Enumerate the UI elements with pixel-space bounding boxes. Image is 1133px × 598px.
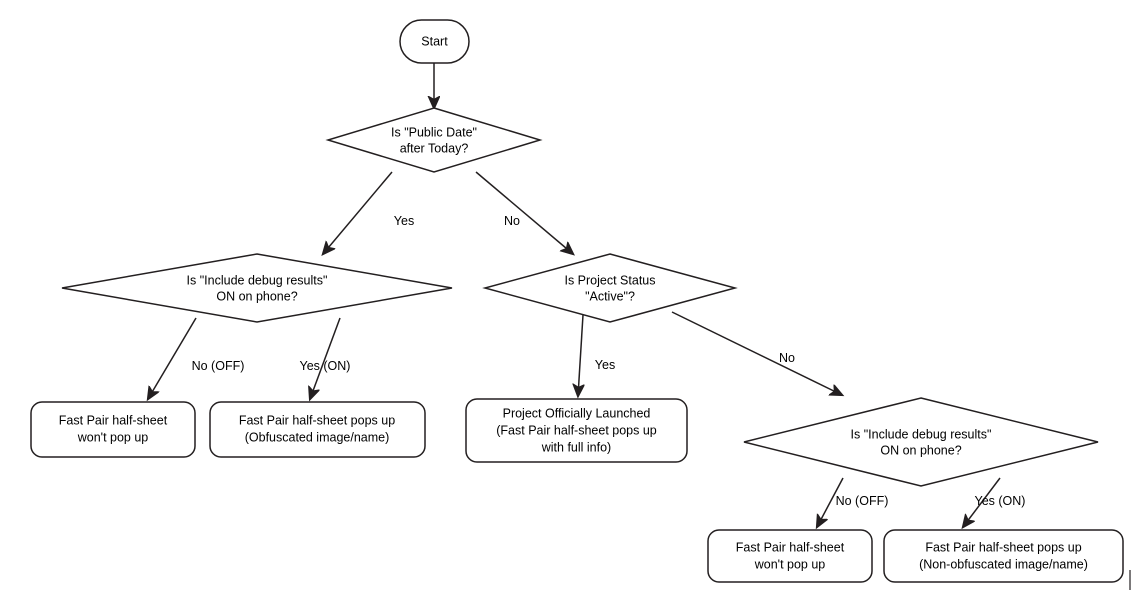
public-date-label-line2: after Today? xyxy=(399,141,469,156)
node-launched[interactable] xyxy=(466,399,687,462)
debug-left-shape xyxy=(62,254,452,322)
edge-project-status-no xyxy=(672,312,842,395)
non-obfuscated-label-line1: Fast Pair half-sheet pops up xyxy=(925,540,1082,555)
non-obfuscated-label-line2: (Non-obfuscated image/name) xyxy=(919,557,1088,572)
node-no-popup-left[interactable] xyxy=(31,402,195,457)
project-status-label-line1: Is Project Status xyxy=(564,273,656,288)
node-project-status[interactable] xyxy=(485,254,735,322)
node-no-popup-right[interactable] xyxy=(708,530,872,582)
no-popup-right-shape xyxy=(708,530,872,582)
debug-left-label-line2: ON on phone? xyxy=(216,289,298,304)
node-obfuscated[interactable] xyxy=(210,402,425,457)
edge-label-debug-right-off: No (OFF) xyxy=(835,494,889,508)
node-start[interactable] xyxy=(400,20,469,63)
no-popup-left-label-line2: won't pop up xyxy=(77,430,149,445)
public-date-shape xyxy=(328,108,540,172)
debug-right-shape xyxy=(744,398,1098,486)
launched-label-line1: Project Officially Launched xyxy=(502,406,651,421)
non-obfuscated-shape xyxy=(884,530,1123,582)
no-popup-left-label-line1: Fast Pair half-sheet xyxy=(58,413,168,428)
edge-label-project-status-yes: Yes xyxy=(594,358,616,372)
edge-label-project-status-no: No xyxy=(779,351,795,365)
no-popup-right-label-line1: Fast Pair half-sheet xyxy=(735,540,845,555)
debug-right-label-line2: ON on phone? xyxy=(880,443,962,458)
obfuscated-label-line2: (Obfuscated image/name) xyxy=(244,430,390,445)
public-date-label-line1: Is "Public Date" xyxy=(391,125,477,140)
node-non-obfuscated[interactable] xyxy=(884,530,1123,582)
no-popup-right-label-line2: won't pop up xyxy=(754,557,826,572)
edge-public-date-yes xyxy=(323,172,392,254)
edge-debug-left-off xyxy=(148,318,196,399)
edge-label-debug-left-on: Yes (ON) xyxy=(299,359,351,373)
edge-label-debug-left-off: No (OFF) xyxy=(191,359,245,373)
obfuscated-label-line1: Fast Pair half-sheet pops up xyxy=(238,413,396,428)
launched-label-line2: (Fast Pair half-sheet pops up xyxy=(496,423,657,438)
edge-label-debug-right-on: Yes (ON) xyxy=(974,494,1026,508)
project-status-shape xyxy=(485,254,735,322)
debug-right-label-line1: Is "Include debug results" xyxy=(850,427,992,442)
node-debug-left[interactable] xyxy=(62,254,452,322)
debug-left-label-line1: Is "Include debug results" xyxy=(186,273,328,288)
edge-label-public-date-yes: Yes xyxy=(393,214,415,228)
node-debug-right[interactable] xyxy=(744,398,1098,486)
node-public-date[interactable] xyxy=(328,108,540,172)
edge-label-public-date-no: No xyxy=(504,214,520,228)
launched-label-line3: with full info) xyxy=(541,440,612,455)
start-label: Start xyxy=(421,34,448,49)
edge-public-date-no xyxy=(476,172,573,254)
edge-project-status-yes xyxy=(578,315,583,396)
project-status-label-line2: "Active"? xyxy=(585,289,635,304)
